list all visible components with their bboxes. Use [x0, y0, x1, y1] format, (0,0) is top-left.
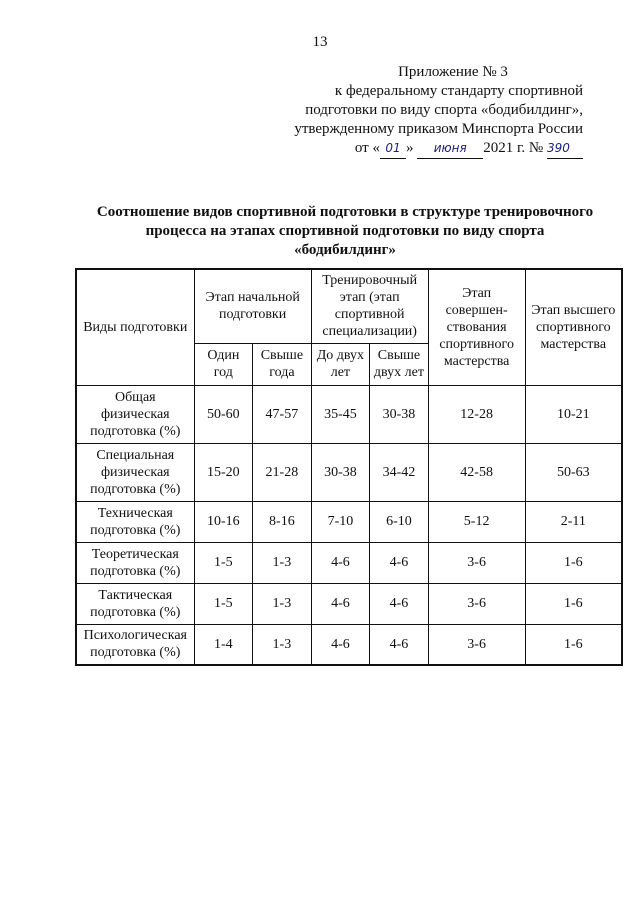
table-row — [76, 583, 622, 624]
subheader-one-year: Один год — [194, 343, 253, 385]
table-row — [76, 443, 622, 501]
row-label: Тактическая подготовка (%) — [76, 583, 194, 624]
table-cell: 6-10 — [370, 501, 429, 542]
table-cell: 1-6 — [525, 542, 622, 583]
table-cell: 10-21 — [525, 385, 622, 443]
date-prefix: от « — [354, 140, 380, 156]
subheader-upto-two: До двух лет — [311, 343, 370, 385]
appendix-date-line — [283, 139, 583, 159]
table-cell: 35-45 — [311, 385, 370, 443]
table-cell: 42-58 — [428, 443, 525, 501]
appendix-line-2: подготовки по виду спорта «бодибилдинг», — [305, 102, 583, 118]
table-cell: 12-28 — [428, 385, 525, 443]
appendix-line-1: к федеральному стандарту спортивной — [334, 83, 583, 99]
heading-line-1: Соотношение видов спортивной подготовки в структуре тренировочного — [96, 204, 594, 220]
heading-line-3: «бодибилдинг» — [294, 242, 396, 258]
table-cell: 4-6 — [311, 542, 370, 583]
header-stage-highest: Этап высшего спортивного мастерства — [525, 269, 622, 385]
table-cell: 4-6 — [370, 583, 429, 624]
header-stage-initial: Этап начальной подготовки — [194, 269, 311, 343]
table-row — [76, 542, 622, 583]
appendix-block — [283, 63, 583, 159]
table-cell: 4-6 — [370, 542, 429, 583]
table-cell: 1-3 — [253, 583, 312, 624]
table-cell: 47-57 — [253, 385, 312, 443]
appendix-line-3: утвержденному приказом Минспорта России — [294, 121, 583, 137]
row-label: Общая физическая подготовка (%) — [76, 385, 194, 443]
table-cell: 1-3 — [253, 542, 312, 583]
table-cell: 3-6 — [428, 542, 525, 583]
table-cell: 30-38 — [311, 443, 370, 501]
table-cell: 34-42 — [370, 443, 429, 501]
table-row — [76, 624, 622, 665]
table-cell: 3-6 — [428, 583, 525, 624]
training-ratio-table — [75, 268, 623, 666]
row-label: Специальная физическая подготовка (%) — [76, 443, 194, 501]
table-row — [76, 501, 622, 542]
heading-line-2: процесса на этапах спортивной подготовки по виду спорта — [145, 223, 545, 239]
table-cell: 1-3 — [253, 624, 312, 665]
table-row — [76, 385, 622, 443]
handwritten-day: 01 — [380, 139, 406, 159]
table-cell: 3-6 — [428, 624, 525, 665]
table-cell: 5-12 — [428, 501, 525, 542]
table-cell: 1-6 — [525, 624, 622, 665]
table-cell: 1-5 — [194, 583, 253, 624]
table-cell: 4-6 — [311, 583, 370, 624]
table-cell: 15-20 — [194, 443, 253, 501]
date-year: 2021 г. № — [483, 140, 544, 156]
subheader-over-two: Свыше двух лет — [370, 343, 429, 385]
table-cell: 1-6 — [525, 583, 622, 624]
table-cell: 4-6 — [370, 624, 429, 665]
table-cell: 2-11 — [525, 501, 622, 542]
table-header-row — [76, 269, 622, 343]
document-heading — [80, 203, 610, 260]
table-cell: 4-6 — [311, 624, 370, 665]
table-cell: 50-63 — [525, 443, 622, 501]
header-types: Виды подготовки — [76, 269, 194, 385]
table-cell: 50-60 — [194, 385, 253, 443]
header-stage-improvement: Этап совершен-ствования спортивного мастерства — [428, 269, 525, 385]
page-number: 13 — [312, 34, 328, 50]
row-label: Теоретическая подготовка (%) — [76, 542, 194, 583]
table-cell: 1-5 — [194, 542, 253, 583]
subheader-over-year: Свыше года — [253, 343, 312, 385]
handwritten-order-number: 390 — [547, 139, 583, 159]
handwritten-month: июня — [417, 139, 483, 159]
table-cell: 8-16 — [253, 501, 312, 542]
table-cell: 30-38 — [370, 385, 429, 443]
table-cell: 21-28 — [253, 443, 312, 501]
row-label: Техническая подготовка (%) — [76, 501, 194, 542]
date-mid: » — [405, 140, 414, 156]
row-label: Психологическая подготовка (%) — [76, 624, 194, 665]
header-stage-training: Тренировочный этап (этап спортивной специализации) — [311, 269, 428, 343]
table-cell: 10-16 — [194, 501, 253, 542]
appendix-title: Приложение № 3 — [398, 64, 508, 80]
table-cell: 1-4 — [194, 624, 253, 665]
table-cell: 7-10 — [311, 501, 370, 542]
